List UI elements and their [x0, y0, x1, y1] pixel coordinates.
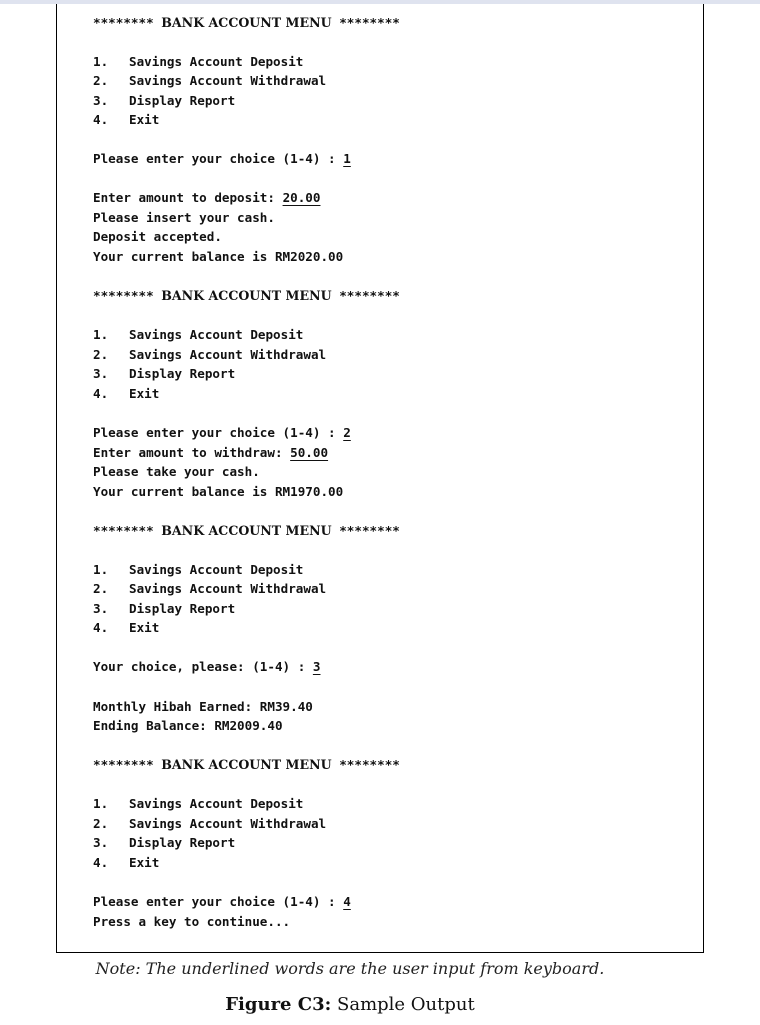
insert-cash-text: Please insert your cash. [93, 210, 275, 225]
user-input-choice: 1 [343, 151, 351, 166]
menu-header: ******** BANK ACCOUNT MENU ******** [93, 757, 400, 772]
hibah-text: Monthly Hibah Earned: RM39.40 [93, 699, 313, 714]
ending-balance-text: Ending Balance: RM2009.40 [93, 718, 283, 733]
menu-item-exit: 4. Exit [93, 620, 160, 635]
menu-item-exit: 4. Exit [93, 855, 160, 870]
menu-item-deposit: 1. Savings Account Deposit [93, 54, 304, 69]
user-input-choice: 2 [343, 425, 351, 440]
menu-item-withdrawal: 2. Savings Account Withdrawal [93, 347, 327, 362]
withdraw-prompt: Enter amount to withdraw: 50.00 [93, 445, 329, 460]
choice-prompt: Please enter your choice (1-4) : 1 [93, 151, 351, 166]
note-text: Note: The underlined words are the user input from keyboard. [95, 959, 605, 978]
menu-item-deposit: 1. Savings Account Deposit [93, 327, 304, 342]
menu-item-report: 3. Display Report [93, 93, 236, 108]
menu-header: ******** BANK ACCOUNT MENU ******** [93, 288, 400, 303]
menu-header: ******** BANK ACCOUNT MENU ******** [93, 523, 400, 538]
menu-item-withdrawal: 2. Savings Account Withdrawal [93, 73, 327, 88]
menu-item-withdrawal: 2. Savings Account Withdrawal [93, 816, 327, 831]
menu-header: ******** BANK ACCOUNT MENU ******** [93, 15, 400, 30]
user-input-choice: 3 [312, 659, 321, 674]
choice-prompt: Please enter your choice (1-4) : 4 [93, 894, 351, 909]
deposit-accepted-text: Deposit accepted. [93, 229, 222, 244]
continue-text: Press a key to continue... [93, 914, 291, 929]
choice-prompt: Your choice, please: (1-4) : 3 [93, 659, 321, 674]
balance-text: Your current balance is RM2020.00 [93, 249, 344, 264]
menu-item-report: 3. Display Report [93, 835, 236, 850]
take-cash-text: Please take your cash. [93, 464, 260, 479]
user-input-choice: 4 [343, 894, 351, 909]
menu-item-report: 3. Display Report [93, 601, 236, 616]
figure-caption: Figure C3: Sample Output [225, 994, 475, 1015]
menu-item-deposit: 1. Savings Account Deposit [93, 796, 304, 811]
user-input-amount: 50.00 [290, 445, 329, 460]
menu-item-report: 3. Display Report [93, 366, 236, 381]
menu-item-deposit: 1. Savings Account Deposit [93, 562, 304, 577]
balance-text: Your current balance is RM1970.00 [93, 484, 344, 499]
deposit-prompt: Enter amount to deposit: 20.00 [93, 190, 321, 205]
menu-item-exit: 4. Exit [93, 112, 160, 127]
console-output-frame [56, 4, 704, 953]
menu-item-exit: 4. Exit [93, 386, 160, 401]
user-input-amount: 20.00 [282, 190, 321, 205]
menu-item-withdrawal: 2. Savings Account Withdrawal [93, 581, 327, 596]
choice-prompt: Please enter your choice (1-4) : 2 [93, 425, 351, 440]
